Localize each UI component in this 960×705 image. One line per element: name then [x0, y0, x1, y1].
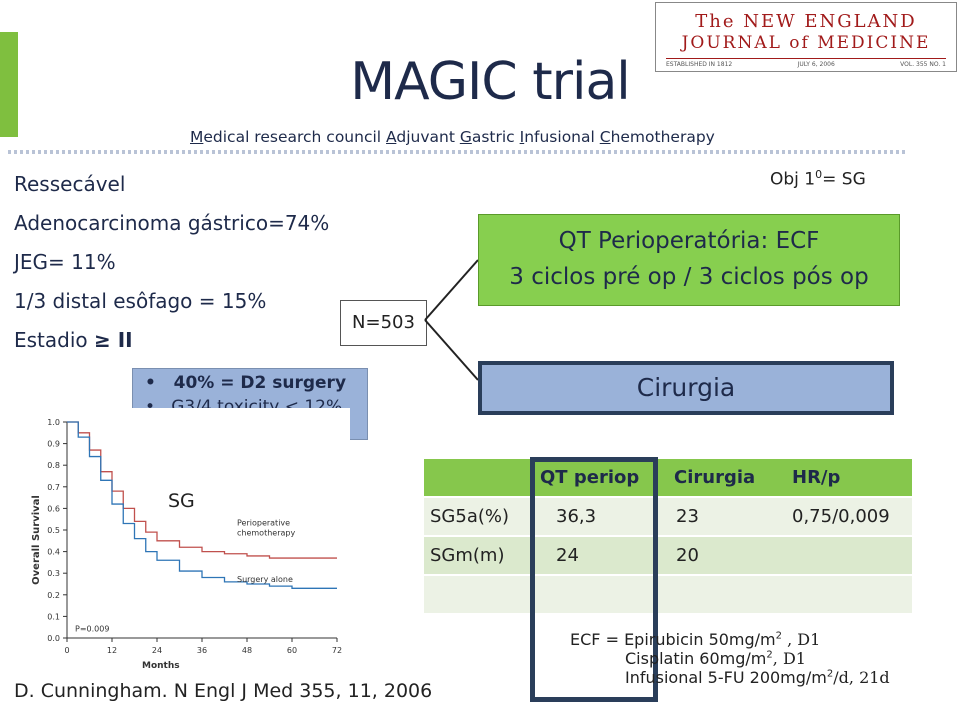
- chart-plot: [31, 418, 342, 671]
- acronym-letter: C: [599, 128, 611, 146]
- ecf-epirubicin: ECF = Epirubicin $50mg/m^2$ , D1: [570, 630, 821, 649]
- greater-equal-symbol: ≥: [94, 328, 111, 352]
- table-row: [424, 498, 912, 535]
- cell-surgery: 20: [676, 545, 699, 566]
- x-axis-label: Months: [142, 661, 180, 671]
- row-label: SGm(m): [430, 545, 505, 566]
- acronym-word: edical research council: [203, 128, 387, 146]
- y-tick-label: 0.9: [47, 439, 60, 449]
- divider: [8, 150, 908, 154]
- bullet-item: • 40% = D2 surgery: [145, 373, 347, 393]
- citation: D. Cunningham. N Engl J Med 355, 11, 2006: [14, 680, 433, 702]
- population-esophagus: 1/3 distal esôfago = 15%: [14, 289, 267, 313]
- d2-surgery-note: 40% = D2 surgery: [173, 373, 347, 393]
- chart-sg-label: SG: [168, 490, 195, 512]
- chemotherapy-arm-box: [478, 214, 900, 306]
- journal-name-line1: The NEW ENGLAND: [695, 11, 917, 32]
- qt-line2: 3 ciclos pré op / 3 ciclos pós op: [509, 264, 869, 290]
- acronym-word: astric: [471, 128, 520, 146]
- acronym-word: djuvant: [396, 128, 460, 146]
- series-label-surgery: Surgery alone: [237, 574, 293, 584]
- table-row: [424, 537, 912, 574]
- stage-value: II: [110, 328, 133, 352]
- y-tick-label: 0.0: [47, 634, 60, 643]
- journal-volume: VOL. 355 NO. 1: [900, 61, 946, 68]
- journal-name-line2: JOURNAL of MEDICINE: [681, 33, 931, 53]
- obj-prefix: Obj 1: [770, 169, 816, 190]
- col-header-surgery: Cirurgia: [674, 467, 756, 488]
- survival-chart: [5, 408, 350, 678]
- acronym-letter: A: [386, 128, 397, 146]
- col-header-hr: HR/p: [792, 467, 841, 488]
- cell-qt: 36,3: [556, 506, 597, 527]
- y-axis-label: Overall Survival: [31, 495, 42, 585]
- primary-objective: [770, 168, 866, 190]
- cell-hr: 0,75/0,009: [792, 506, 890, 527]
- toxicity-note: G3/4 toxicity < 12%: [171, 397, 343, 417]
- y-tick-label: 0.6: [47, 504, 60, 514]
- population-stage: [14, 328, 133, 352]
- acronym-letter: M: [190, 128, 204, 146]
- table-row: [424, 576, 912, 613]
- ecf-cisplatin: Cisplatin $60mg/m^2$, D1: [625, 649, 806, 668]
- y-tick-label: 0.5: [47, 526, 60, 535]
- acronym-letter: G: [459, 128, 472, 146]
- acronym-word: nfusional: [524, 128, 600, 146]
- cell-surgery: 23: [676, 506, 699, 527]
- series-label-chemotherapy: Perioperative chemotherapy: [237, 518, 296, 538]
- journal-date: JULY 6, 2006: [797, 61, 835, 68]
- obj-suffix: = SG: [822, 169, 866, 190]
- ecf-5fu: Infusional 5-FU $200mg/m^2/d$, 21d: [625, 668, 890, 687]
- y-tick-label: 0.8: [47, 461, 60, 471]
- x-tick-label: 24: [151, 646, 163, 655]
- x-tick-label: 60: [286, 646, 298, 655]
- table-header: [424, 459, 912, 496]
- series-line-surgery: [67, 422, 337, 588]
- trial-acronym-expansion: [190, 128, 715, 146]
- journal-established: ESTABLISHED IN 1812: [666, 61, 733, 68]
- cell-qt: 24: [556, 545, 579, 566]
- x-tick-label: 12: [106, 646, 118, 655]
- population-resectable: Ressecável: [14, 172, 126, 196]
- accent-bar: [0, 32, 18, 137]
- population-gej: JEG= 11%: [14, 250, 116, 274]
- col-header-qt: QT periop: [540, 467, 640, 488]
- journal-meta: [666, 58, 946, 68]
- row-label: SG5a(%): [430, 506, 510, 527]
- y-tick-label: 0.2: [47, 590, 60, 600]
- bullet-item: • G3/4 toxicity < 12%: [145, 397, 343, 417]
- obj-sup: 0: [815, 168, 823, 181]
- y-tick-label: 0.1: [47, 612, 60, 622]
- x-tick-label: 48: [241, 646, 253, 655]
- ecf-regimen-note: [570, 630, 890, 687]
- qt-line1: QT Perioperatória: ECF: [558, 228, 820, 254]
- y-tick-label: 0.3: [47, 569, 60, 579]
- surgery-arm-box: Cirurgia: [478, 361, 894, 415]
- x-tick-label: 72: [331, 646, 343, 655]
- y-tick-label: 0.7: [47, 482, 60, 492]
- acronym-letter: I: [519, 128, 525, 146]
- y-tick-label: 0.4: [47, 547, 60, 557]
- series-line-chemotherapy: [67, 422, 337, 558]
- stage-label: Estadio: [14, 328, 94, 352]
- sample-size-box: N=503: [340, 300, 427, 346]
- journal-masthead: [655, 2, 957, 72]
- y-tick-label: 1.0: [47, 418, 60, 427]
- p-value-label: P=0.009: [75, 624, 110, 634]
- x-tick-label: 0: [64, 646, 70, 655]
- page-title: MAGIC trial: [350, 52, 630, 112]
- x-tick-label: 36: [196, 646, 208, 655]
- population-gastric: Adenocarcinoma gástrico=74%: [14, 211, 330, 235]
- acronym-word: hemotherapy: [610, 128, 715, 146]
